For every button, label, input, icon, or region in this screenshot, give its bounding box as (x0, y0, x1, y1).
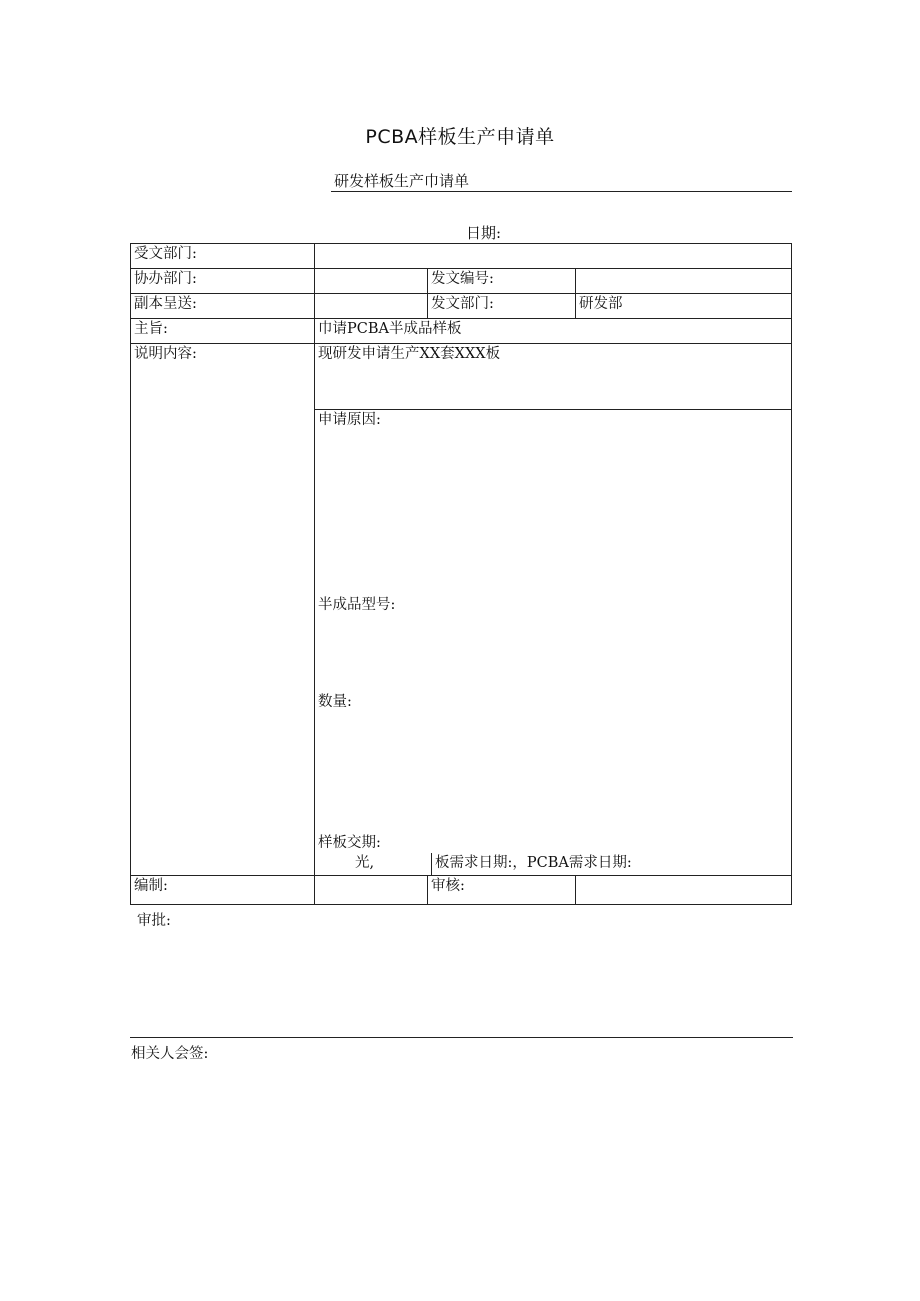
reason-label: 申请原因: (318, 412, 381, 428)
desc-value[interactable]: 现研发申请生产XX套XXX板 (315, 344, 792, 410)
approve-label: 审批: (137, 913, 171, 929)
qty-label: 数量: (318, 694, 352, 710)
document-title: PCBA样板生产申请单 (365, 126, 555, 148)
issue-dept-label: 发文部门: (428, 294, 576, 319)
reason-cell[interactable] (315, 410, 792, 876)
row-assist-dept (131, 269, 792, 294)
application-form-table (130, 243, 792, 905)
board-date-label: 板需求日期:，PCBA需求日期: (431, 853, 632, 875)
guang-label: 光, (355, 855, 375, 871)
countersign-label: 相关人会签: (131, 1046, 209, 1062)
row-subject (131, 319, 792, 344)
date-label: 日期: (466, 224, 502, 242)
desc-label: 说明内容: (131, 344, 315, 876)
assist-dept-label: 协办部门: (131, 269, 315, 294)
copy-to-field[interactable] (315, 294, 428, 319)
review-field[interactable] (576, 876, 792, 905)
assist-dept-field[interactable] (315, 269, 428, 294)
row-editor (131, 876, 792, 905)
subject-value[interactable]: 巾请PCBA半成品样板 (315, 319, 792, 344)
editor-label: 编制: (131, 876, 315, 905)
row-copy-to (131, 294, 792, 319)
model-label: 半成品型号: (318, 597, 396, 613)
document-subtitle: 研发样板生产巾请单 (331, 172, 792, 192)
review-label: 审核: (428, 876, 576, 905)
doc-no-label: 发文编号: (428, 269, 576, 294)
row-description (131, 344, 792, 410)
row-recv-dept (131, 244, 792, 269)
issue-dept-value[interactable]: 研发部 (576, 294, 792, 319)
subject-label: 主旨: (131, 319, 315, 344)
doc-no-field[interactable] (576, 269, 792, 294)
editor-field[interactable] (315, 876, 428, 905)
countersign-divider (130, 1037, 793, 1038)
copy-to-label: 副本呈送: (131, 294, 315, 319)
delivery-label: 样板交期: (318, 835, 381, 851)
recv-dept-field[interactable] (315, 244, 792, 269)
recv-dept-label: 受文部门: (131, 244, 315, 269)
